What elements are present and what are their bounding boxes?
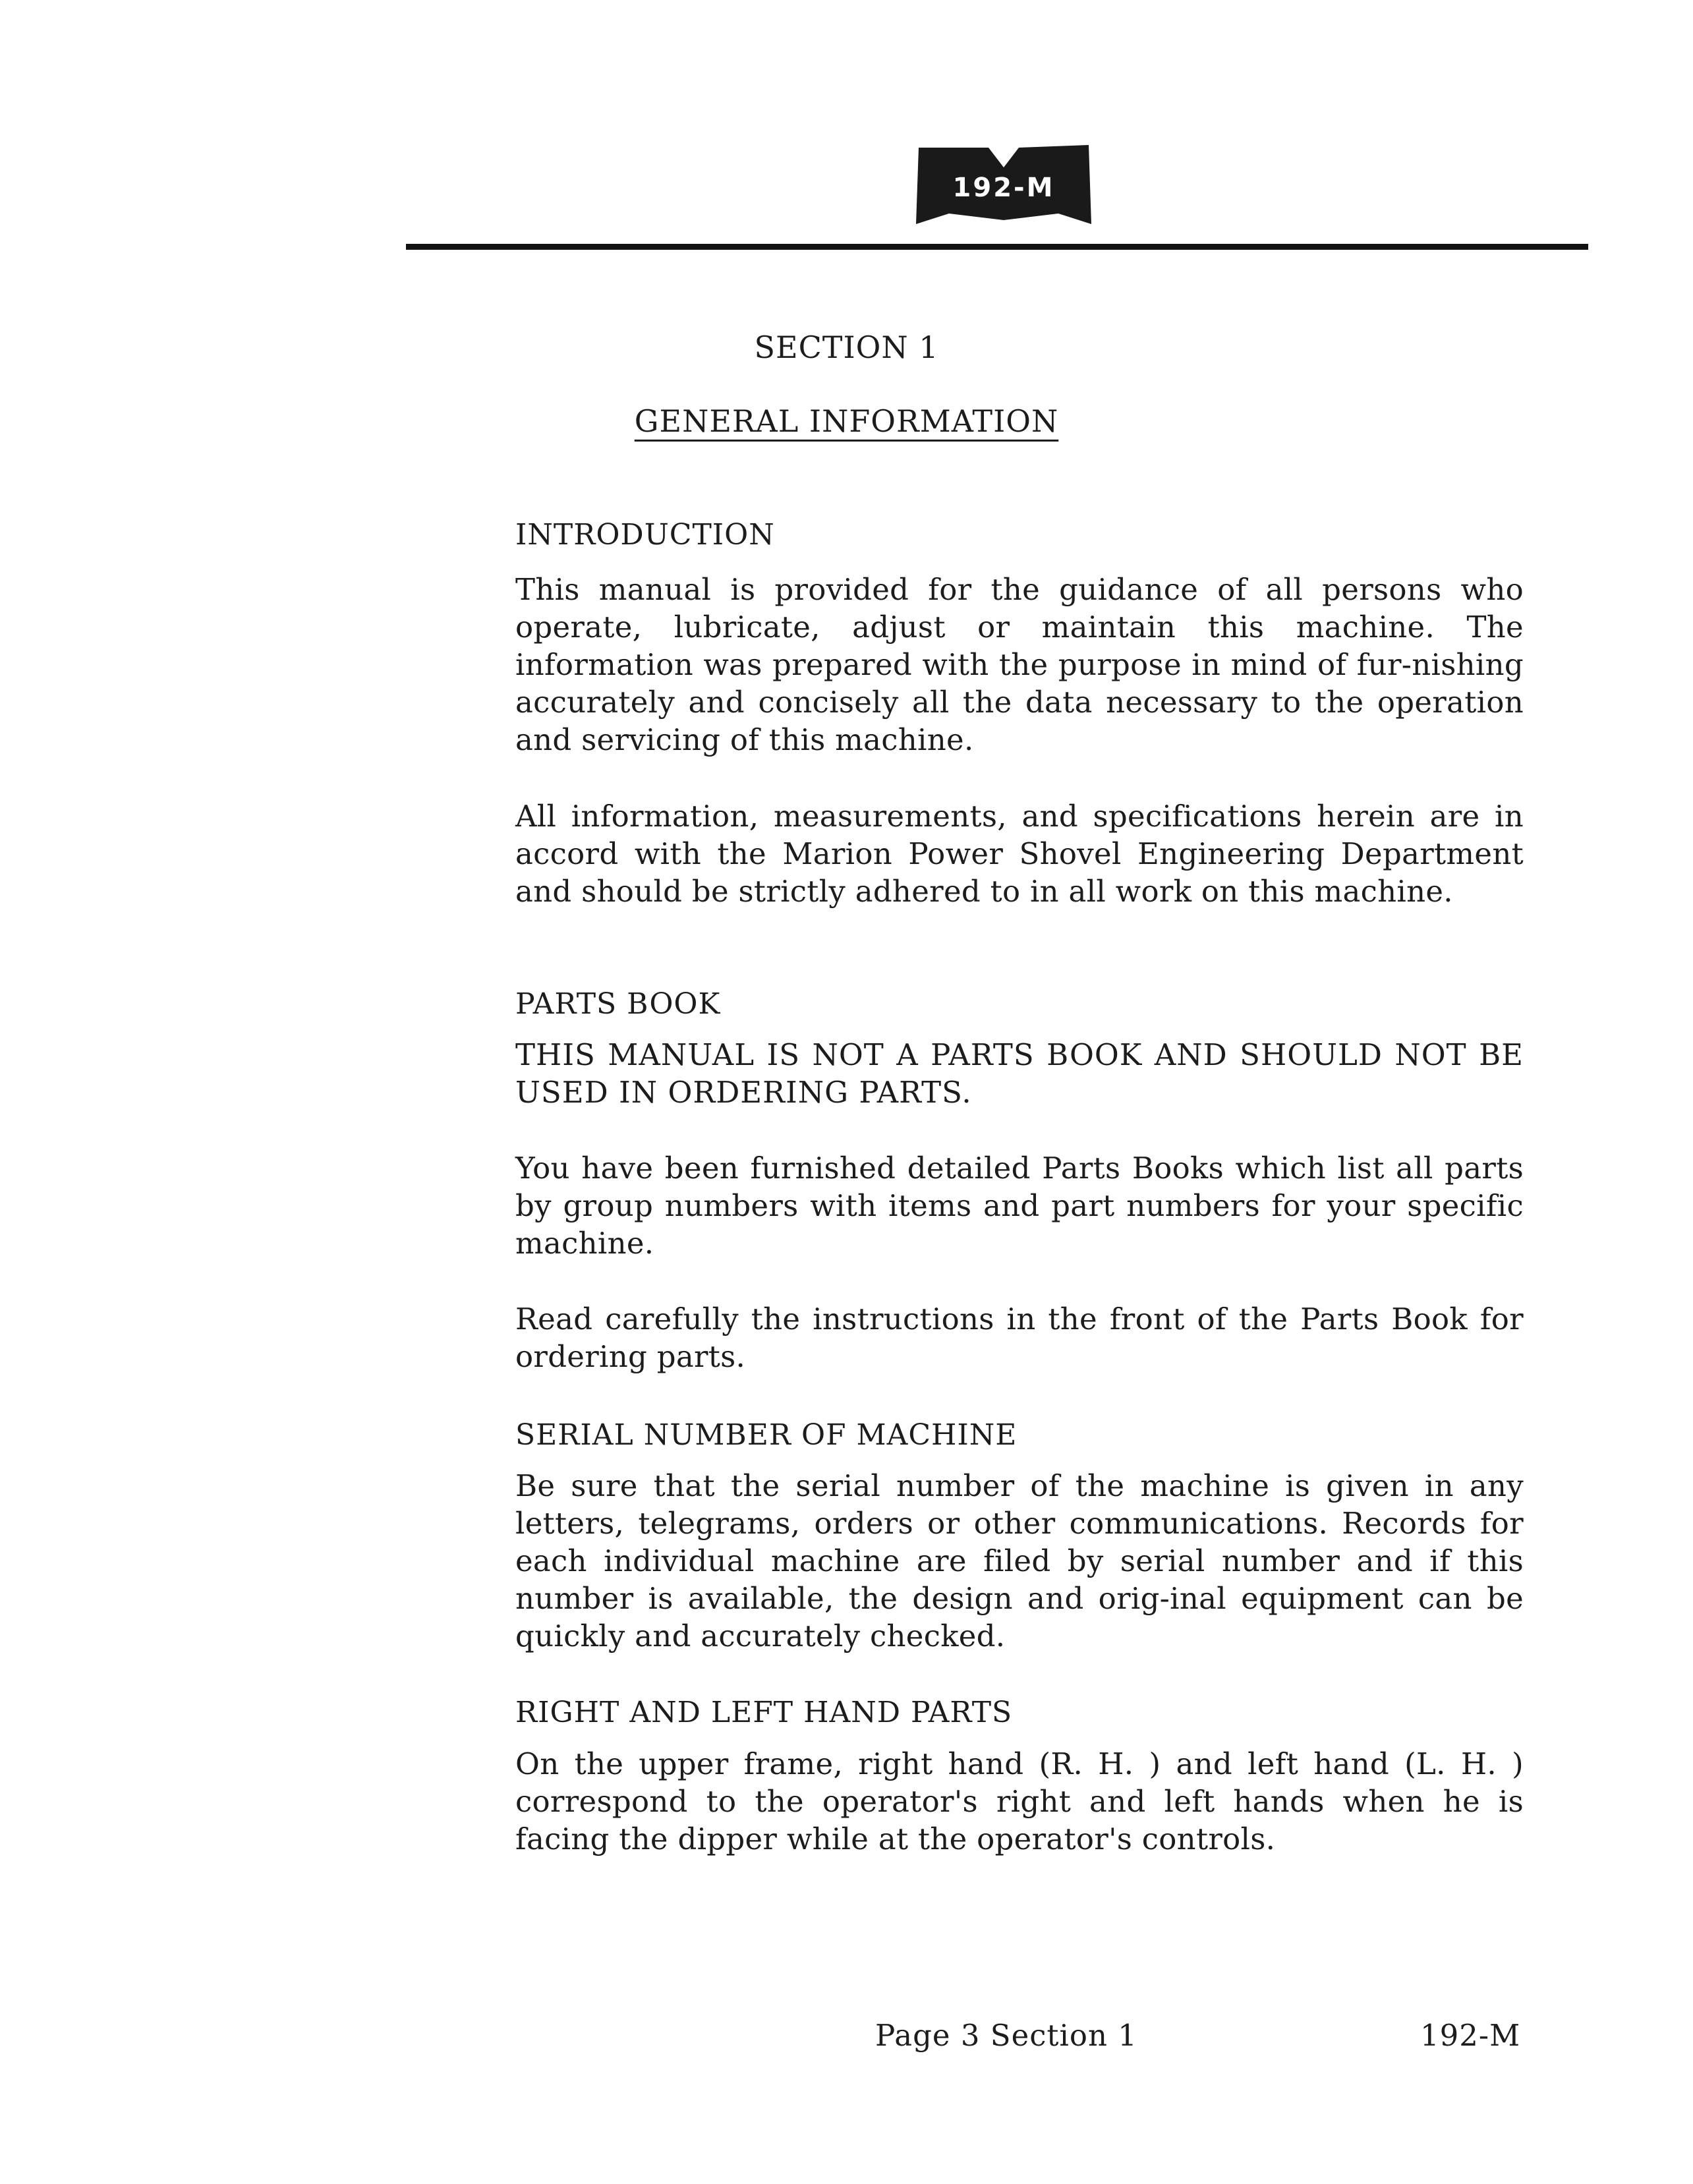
heading-parts-book: PARTS BOOK — [515, 987, 721, 1021]
marion-logo — [915, 142, 1093, 228]
paragraph-parts-book-2: You have been furnished detailed Parts Books which list all parts by group numbers with items and part numbers for your specific machine. — [515, 1151, 1524, 1261]
paragraph-introduction-1: This manual is provided for the guidance of all persons who operate, lubricate, adjust or maintain this machine. The information was prepared with the purpose in mind of fur-nishing accurately and concisely all the data necessary to the operation and servicing of this machine. — [515, 572, 1524, 757]
header-rule — [406, 244, 1588, 250]
heading-introduction: INTRODUCTION — [515, 518, 775, 552]
section-number: SECTION 1 — [754, 330, 939, 365]
logo-text: 192-M — [952, 173, 1055, 203]
footer-model-code: 192-M — [1420, 2018, 1521, 2053]
paragraph-introduction-2: All information, measurements, and specifications herein are in accord with the Marion Power Shovel Engineering Department and should be strictly adhered to in all work on this machine. — [515, 799, 1524, 909]
heading-serial-number: SERIAL NUMBER OF MACHINE — [515, 1418, 1018, 1452]
paragraph-parts-book-warning: THIS MANUAL IS NOT A PARTS BOOK AND SHOULD NOT BE USED IN ORDERING PARTS. — [515, 1037, 1524, 1110]
section-title — [0, 403, 1693, 439]
paragraph-serial-number: Be sure that the serial number of the machine is given in any letters, telegrams, orders or other communications. Records for each individual machine are filed by serial number and if this number is available, the design and orig-inal equipment can be quickly and accurately checked. — [515, 1468, 1524, 1653]
section-title-text: GENERAL INFORMATION — [634, 403, 1059, 439]
paragraph-hand-parts: On the upper frame, right hand (R. H. ) and left hand (L. H. ) correspond to the operator's right and left hands when he is facing the dipper while at the operator's controls. — [515, 1746, 1524, 1856]
footer-page-label: Page 3 Section 1 — [875, 2018, 1137, 2053]
heading-hand-parts: RIGHT AND LEFT HAND PARTS — [515, 1696, 1013, 1729]
paragraph-parts-book-3: Read carefully the instructions in the front of the Parts Book for ordering parts. — [515, 1302, 1524, 1374]
